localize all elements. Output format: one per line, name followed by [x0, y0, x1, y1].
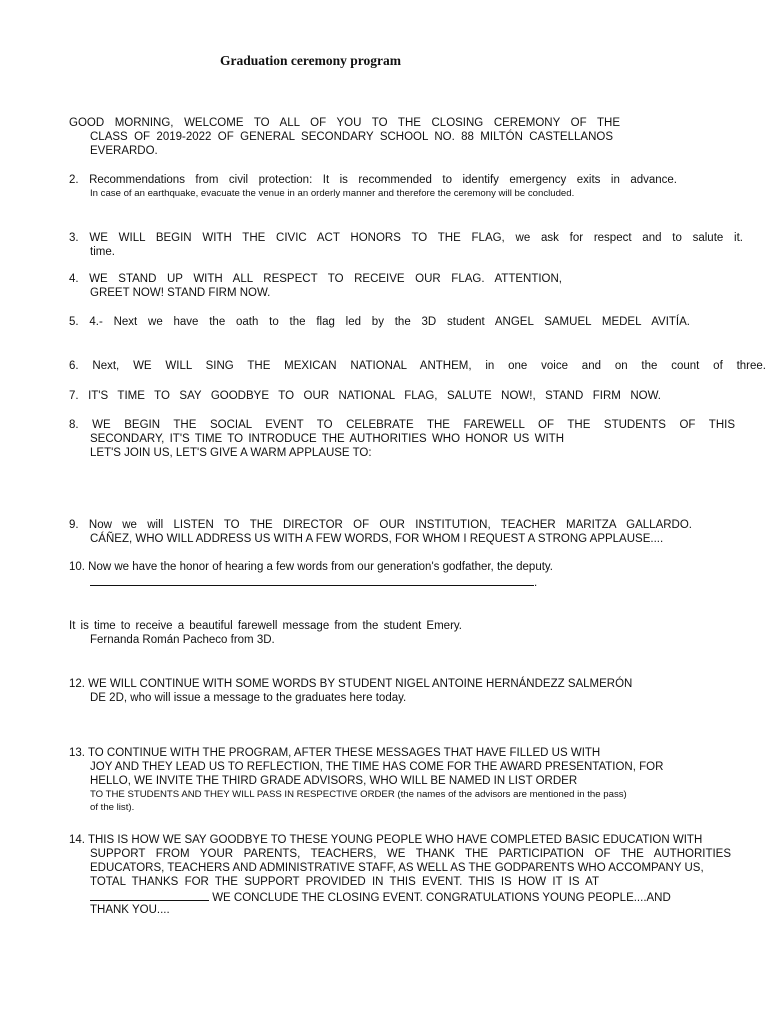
item-line: 8. WE BEGIN THE SOCIAL EVENT TO CELEBRATE THE FAREWELL OF THE STUDENTS OF THIS — [69, 419, 735, 431]
item-line: CÁÑEZ, WHO WILL ADDRESS US WITH A FEW WORDS, FOR WHOM I REQUEST A STRONG APPLAUSE.... — [90, 533, 664, 545]
item-line: DE 2D, who will issue a message to the graduates here today. — [90, 692, 407, 704]
item-line: HELLO, WE INVITE THE THIRD GRADE ADVISORS, WHO WILL BE NAMED IN LIST ORDER — [90, 775, 578, 787]
page-title: Graduation ceremony program — [220, 53, 401, 68]
item-line: SECONDARY, IT'S TIME TO INTRODUCE THE AUTHORITIES WHO HONOR US WITH — [90, 433, 564, 445]
item-line: 2. Recommendations from civil protection: It is recommended to identify emergency exits in advance. — [69, 174, 677, 186]
program-item-2 — [69, 173, 768, 200]
item-line-end: WE CONCLUDE THE CLOSING EVENT. CONGRATULATIONS YOUNG PEOPLE....AND — [212, 892, 671, 904]
item-line: THANK YOU.... — [90, 904, 170, 916]
program-item-farewell-message — [69, 619, 768, 647]
blank-line — [90, 889, 209, 901]
program-item-9 — [69, 518, 768, 546]
item-line: time. — [90, 246, 115, 258]
program-item-6 — [69, 359, 768, 373]
item-line: It is time to receive a beautiful farewell message from the student Emery. — [69, 620, 462, 632]
item-line-small: In case of an earthquake, evacuate the venue in an orderly manner and therefore the ceremony will be concluded. — [90, 188, 575, 199]
blank-line — [90, 574, 534, 586]
program-item-4 — [69, 272, 768, 300]
item-line: 3. WE WILL BEGIN WITH THE CIVIC ACT HONORS TO THE FLAG, we ask for respect and to salute it. — [69, 232, 743, 244]
item-line: TOTAL THANKS FOR THE SUPPORT PROVIDED IN THIS EVENT. THIS IS HOW IT IS AT — [90, 876, 599, 888]
program-item-8 — [69, 418, 768, 460]
item-line: 12. WE WILL CONTINUE WITH SOME WORDS BY STUDENT NIGEL ANTOINE HERNÁNDEZZ SALMERÓN — [69, 678, 633, 690]
item-line: GOOD MORNING, WELCOME TO ALL OF YOU TO THE CLOSING CEREMONY OF THE — [69, 117, 620, 129]
item-line — [69, 574, 768, 588]
item-line: EVERARDO. — [90, 145, 158, 157]
item-line: 10. Now we have the honor of hearing a few words from our generation's godfather, the deputy. — [69, 561, 553, 573]
item-line — [69, 889, 768, 903]
item-line-end: . — [534, 577, 538, 589]
item-line-small: of the list). — [90, 802, 135, 813]
item-line: 13. TO CONTINUE WITH THE PROGRAM, AFTER THESE MESSAGES THAT HAVE FILLED US WITH — [69, 747, 601, 759]
item-line: LET'S JOIN US, LET'S GIVE A WARM APPLAUSE TO: — [90, 447, 372, 459]
program-item-opening — [69, 116, 768, 158]
item-line: GREET NOW! STAND FIRM NOW. — [90, 287, 271, 299]
program-item-5 — [69, 315, 768, 329]
item-line: 14. THIS IS HOW WE SAY GOODBYE TO THESE YOUNG PEOPLE WHO HAVE COMPLETED BASIC EDUCATION WITH — [69, 834, 703, 846]
item-line: 9. Now we will LISTEN TO THE DIRECTOR OF OUR INSTITUTION, TEACHER MARITZA GALLARDO. — [69, 519, 692, 531]
item-line: CLASS OF 2019-2022 OF GENERAL SECONDARY SCHOOL NO. 88 MILTÓN CASTELLANOS — [90, 131, 613, 143]
item-line: EDUCATORS, TEACHERS AND ADMINISTRATIVE STAFF, AS WELL AS THE GODPARENTS WHO ACCOMPANY US, — [90, 862, 704, 874]
item-line: 7. IT'S TIME TO SAY GOODBYE TO OUR NATIONAL FLAG, SALUTE NOW!, STAND FIRM NOW. — [69, 390, 661, 402]
item-line-small: TO THE STUDENTS AND THEY WILL PASS IN RESPECTIVE ORDER (the names of the advisors are mentioned in the pass) — [90, 789, 627, 800]
program-item-14 — [69, 833, 768, 917]
item-line: Fernanda Román Pacheco from 3D. — [90, 634, 275, 646]
item-line: JOY AND THEY LEAD US TO REFLECTION, THE TIME HAS COME FOR THE AWARD PRESENTATION, FOR — [90, 761, 664, 773]
item-line: 5. 4.- Next we have the oath to the flag led by the 3D student ANGEL SAMUEL MEDEL AVITÍA. — [69, 316, 690, 328]
item-line: 4. WE STAND UP WITH ALL RESPECT TO RECEIVE OUR FLAG. ATTENTION, — [69, 273, 562, 285]
program-item-3 — [69, 231, 768, 259]
program-item-13 — [69, 746, 768, 814]
item-line: SUPPORT FROM YOUR PARENTS, TEACHERS, WE THANK THE PARTICIPATION OF THE AUTHORITIES — [90, 848, 731, 860]
item-line: 6. Next, WE WILL SING THE MEXICAN NATIONAL ANTHEM, in one voice and on the count of three. — [69, 360, 766, 372]
program-item-7 — [69, 389, 768, 403]
program-item-10 — [69, 560, 768, 588]
program-item-12 — [69, 677, 768, 705]
